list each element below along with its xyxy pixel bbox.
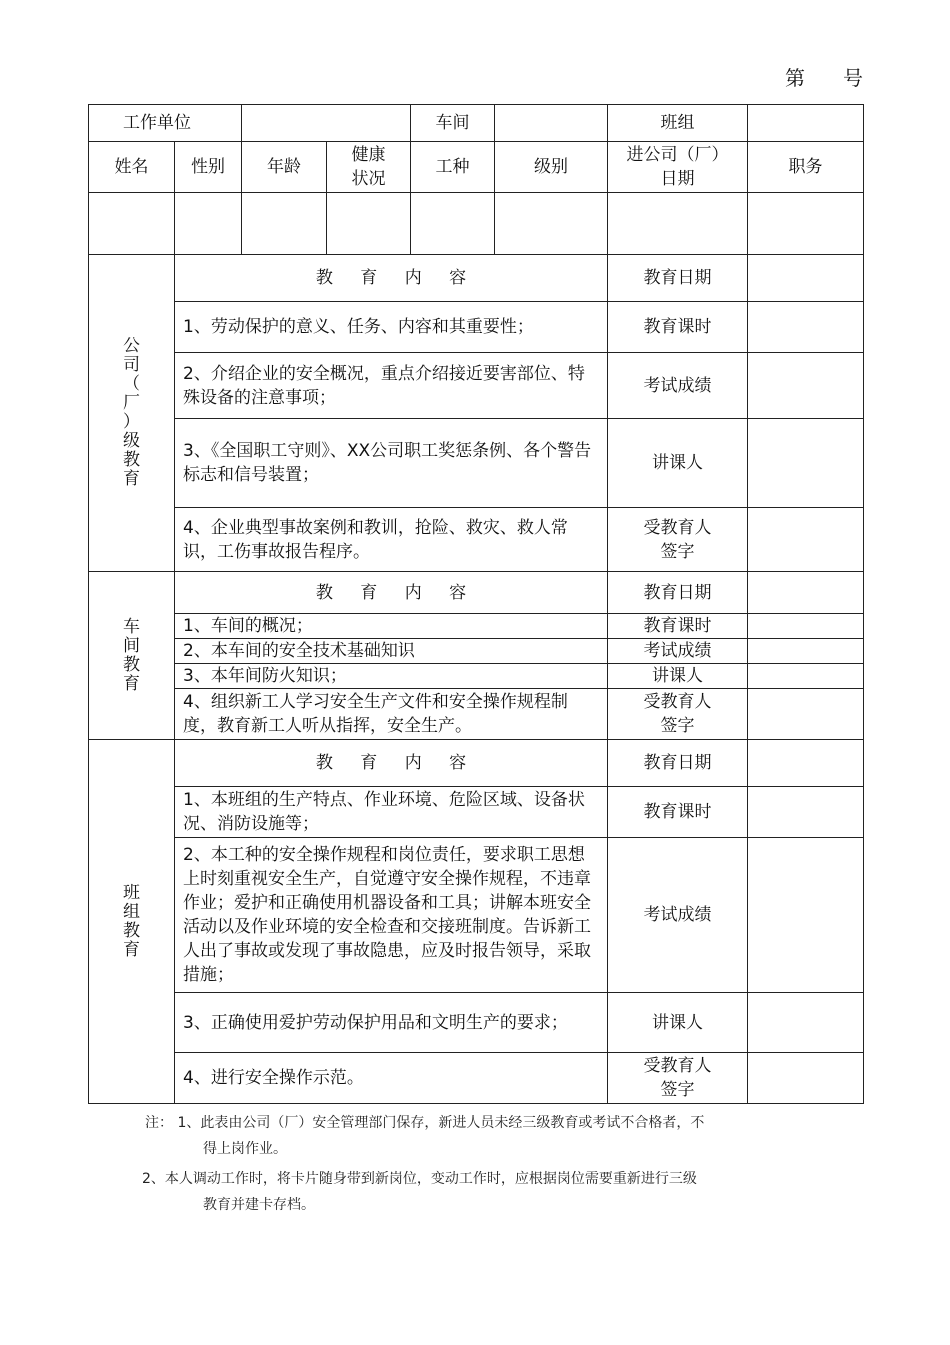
company-row-1 xyxy=(89,302,864,353)
safety-education-form xyxy=(88,104,864,1104)
note-line-1: 注： 1、此表由公司（厂）安全管理部门保存，新进人员未经三级教育或考试不合格者，不 xyxy=(145,1115,705,1131)
workshop-title-char: 车 xyxy=(123,616,140,637)
company-label-lecturer: 讲课人 xyxy=(608,419,748,508)
entry-date-header xyxy=(608,142,748,193)
workshop-signature-field[interactable] xyxy=(748,689,864,740)
company-title-char: 育 xyxy=(123,469,140,489)
workshop-label-score: 考试成绩 xyxy=(608,639,748,664)
team-row-header xyxy=(89,740,864,787)
team-title-char: 育 xyxy=(123,939,140,960)
workshop-item-1: 1、车间的概况； xyxy=(175,614,608,639)
workshop-title-char: 育 xyxy=(123,673,140,694)
health-header xyxy=(327,142,411,193)
company-item-2: 2、介绍企业的安全概况，重点介绍接近要害部位、特殊设备的注意事项； xyxy=(175,353,608,419)
workshop-title-char: 间 xyxy=(123,635,140,656)
workshop-lecturer-field[interactable] xyxy=(748,664,864,689)
team-lecturer-field[interactable] xyxy=(748,993,864,1053)
company-title-char: （ xyxy=(123,374,140,394)
company-label-signature-line2: 签字 xyxy=(660,541,695,562)
workshop-label-signature xyxy=(608,689,748,740)
number-suffix: 号 xyxy=(843,66,863,90)
position-field[interactable] xyxy=(748,193,864,255)
company-content-header: 教 育 内 容 xyxy=(175,255,608,302)
age-header: 年龄 xyxy=(242,142,327,193)
company-row-header xyxy=(89,255,864,302)
workshop-date-field[interactable] xyxy=(748,572,864,614)
team-label-date: 教育日期 xyxy=(608,740,748,787)
work-unit-field[interactable] xyxy=(242,105,411,142)
workshop-label-signature-line1: 受教育人 xyxy=(643,692,712,712)
health-field[interactable] xyxy=(327,193,411,255)
team-label-signature-line2: 签字 xyxy=(660,1080,695,1100)
company-title-char: 公 xyxy=(123,336,140,356)
team-item-3: 3、正确使用爱护劳动保护用品和文明生产的要求； xyxy=(175,993,608,1053)
workshop-score-field[interactable] xyxy=(748,639,864,664)
workshop-item-4: 4、组织新工人学习安全生产文件和安全操作规程制度，教育新工人听从指挥，安全生产。 xyxy=(175,689,608,740)
personal-data-row xyxy=(89,193,864,255)
company-hours-field[interactable] xyxy=(748,302,864,353)
team-item-1: 1、本班组的生产特点、作业环境、危险区域、设备状况、消防设施等； xyxy=(175,787,608,838)
team-label-hours: 教育课时 xyxy=(608,787,748,838)
note-line-4: 教育并建卡存档。 xyxy=(203,1197,315,1213)
company-section-title xyxy=(89,255,175,572)
workshop-label-date: 教育日期 xyxy=(608,572,748,614)
company-signature-field[interactable] xyxy=(748,508,864,572)
team-section-title xyxy=(89,740,175,1104)
level-field[interactable] xyxy=(495,193,608,255)
workshop-label-signature-line2: 签字 xyxy=(660,716,695,736)
workshop-row-4 xyxy=(89,689,864,740)
team-date-field[interactable] xyxy=(748,740,864,787)
name-header: 姓名 xyxy=(89,142,175,193)
workshop-field[interactable] xyxy=(495,105,608,142)
team-label: 班组 xyxy=(608,105,748,142)
entry-date-header-line2: 日期 xyxy=(660,169,695,189)
footnotes xyxy=(142,1110,705,1218)
workshop-section-title xyxy=(89,572,175,740)
team-row-2 xyxy=(89,838,864,993)
position-header: 职务 xyxy=(748,142,864,193)
workshop-item-2: 2、本车间的安全技术基础知识 xyxy=(175,639,608,664)
workshop-row-2 xyxy=(89,639,864,664)
workshop-content-header: 教 育 内 容 xyxy=(175,572,608,614)
company-title-char: 厂 xyxy=(123,393,140,413)
team-row-4 xyxy=(89,1053,864,1104)
number-prefix: 第 xyxy=(785,66,805,90)
company-item-1: 1、劳动保护的意义、任务、内容和其重要性； xyxy=(175,302,608,353)
entry-date-header-line1: 进公司（厂） xyxy=(626,145,729,165)
company-label-signature-line1: 受教育人 xyxy=(643,517,712,538)
team-label-signature-line1: 受教育人 xyxy=(643,1056,712,1076)
header-row xyxy=(89,105,864,142)
personal-header-row xyxy=(89,142,864,193)
job-type-header: 工种 xyxy=(411,142,495,193)
work-unit-label: 工作单位 xyxy=(89,105,242,142)
company-label-signature xyxy=(608,508,748,572)
company-row-2 xyxy=(89,353,864,419)
form-number-label xyxy=(785,62,863,91)
team-label-lecturer: 讲课人 xyxy=(608,993,748,1053)
company-row-4 xyxy=(89,508,864,572)
age-field[interactable] xyxy=(242,193,327,255)
workshop-label: 车间 xyxy=(411,105,495,142)
team-signature-field[interactable] xyxy=(748,1053,864,1104)
team-title-char: 组 xyxy=(123,901,140,922)
team-title-char: 教 xyxy=(123,920,140,941)
team-row-1 xyxy=(89,787,864,838)
note-line-3: 2、本人调动工作时，将卡片随身带到新岗位，变动工作时，应根据岗位需要重新进行三级 xyxy=(142,1171,697,1187)
team-hours-field[interactable] xyxy=(748,787,864,838)
company-item-4: 4、企业典型事故案例和教训，抢险、救灾、救人常识，工伤事故报告程序。 xyxy=(175,508,608,572)
team-label-signature xyxy=(608,1053,748,1104)
company-title-char: 司 xyxy=(123,355,140,375)
level-header: 级别 xyxy=(495,142,608,193)
company-row-3 xyxy=(89,419,864,508)
workshop-label-hours: 教育课时 xyxy=(608,614,748,639)
team-item-2: 2、本工种的安全操作规程和岗位责任，要求职工思想上时刻重视安全生产，自觉遵守安全操作规程，不违章作业；爱护和正确使用机器设备和工具；讲解本班安全活动以及作业环境的安全检查和交接班制度。告诉新工人出了事故或发现了事故隐患，应及时报告领导，采取措施； xyxy=(175,838,608,993)
team-field[interactable] xyxy=(748,105,864,142)
workshop-title-char: 教 xyxy=(123,654,140,675)
name-field[interactable] xyxy=(89,193,175,255)
company-title-char: 级 xyxy=(123,431,140,451)
company-date-field[interactable] xyxy=(748,255,864,302)
gender-header: 性别 xyxy=(175,142,242,193)
note-line-2: 得上岗作业。 xyxy=(203,1141,287,1157)
company-label-score: 考试成绩 xyxy=(608,353,748,419)
team-score-field[interactable] xyxy=(748,838,864,993)
workshop-label-lecturer: 讲课人 xyxy=(608,664,748,689)
company-label-hours: 教育课时 xyxy=(608,302,748,353)
workshop-row-3 xyxy=(89,664,864,689)
workshop-hours-field[interactable] xyxy=(748,614,864,639)
company-lecturer-field[interactable] xyxy=(748,419,864,508)
workshop-row-1 xyxy=(89,614,864,639)
workshop-item-3: 3、本年间防火知识； xyxy=(175,664,608,689)
health-header-line2: 状况 xyxy=(351,169,386,189)
entry-date-field[interactable] xyxy=(608,193,748,255)
company-title-char: 教 xyxy=(123,450,140,470)
company-label-date: 教育日期 xyxy=(608,255,748,302)
team-title-char: 班 xyxy=(123,882,140,903)
company-title-char: ） xyxy=(123,412,140,432)
company-item-3: 3、《全国职工守则》、XX公司职工奖惩条例、各个警告标志和信号装置； xyxy=(175,419,608,508)
team-label-score: 考试成绩 xyxy=(608,838,748,993)
job-type-field[interactable] xyxy=(411,193,495,255)
company-score-field[interactable] xyxy=(748,353,864,419)
health-header-line1: 健康 xyxy=(351,145,386,165)
gender-field[interactable] xyxy=(175,193,242,255)
team-row-3 xyxy=(89,993,864,1053)
team-item-4: 4、进行安全操作示范。 xyxy=(175,1053,608,1104)
team-content-header: 教 育 内 容 xyxy=(175,740,608,787)
workshop-row-header xyxy=(89,572,864,614)
